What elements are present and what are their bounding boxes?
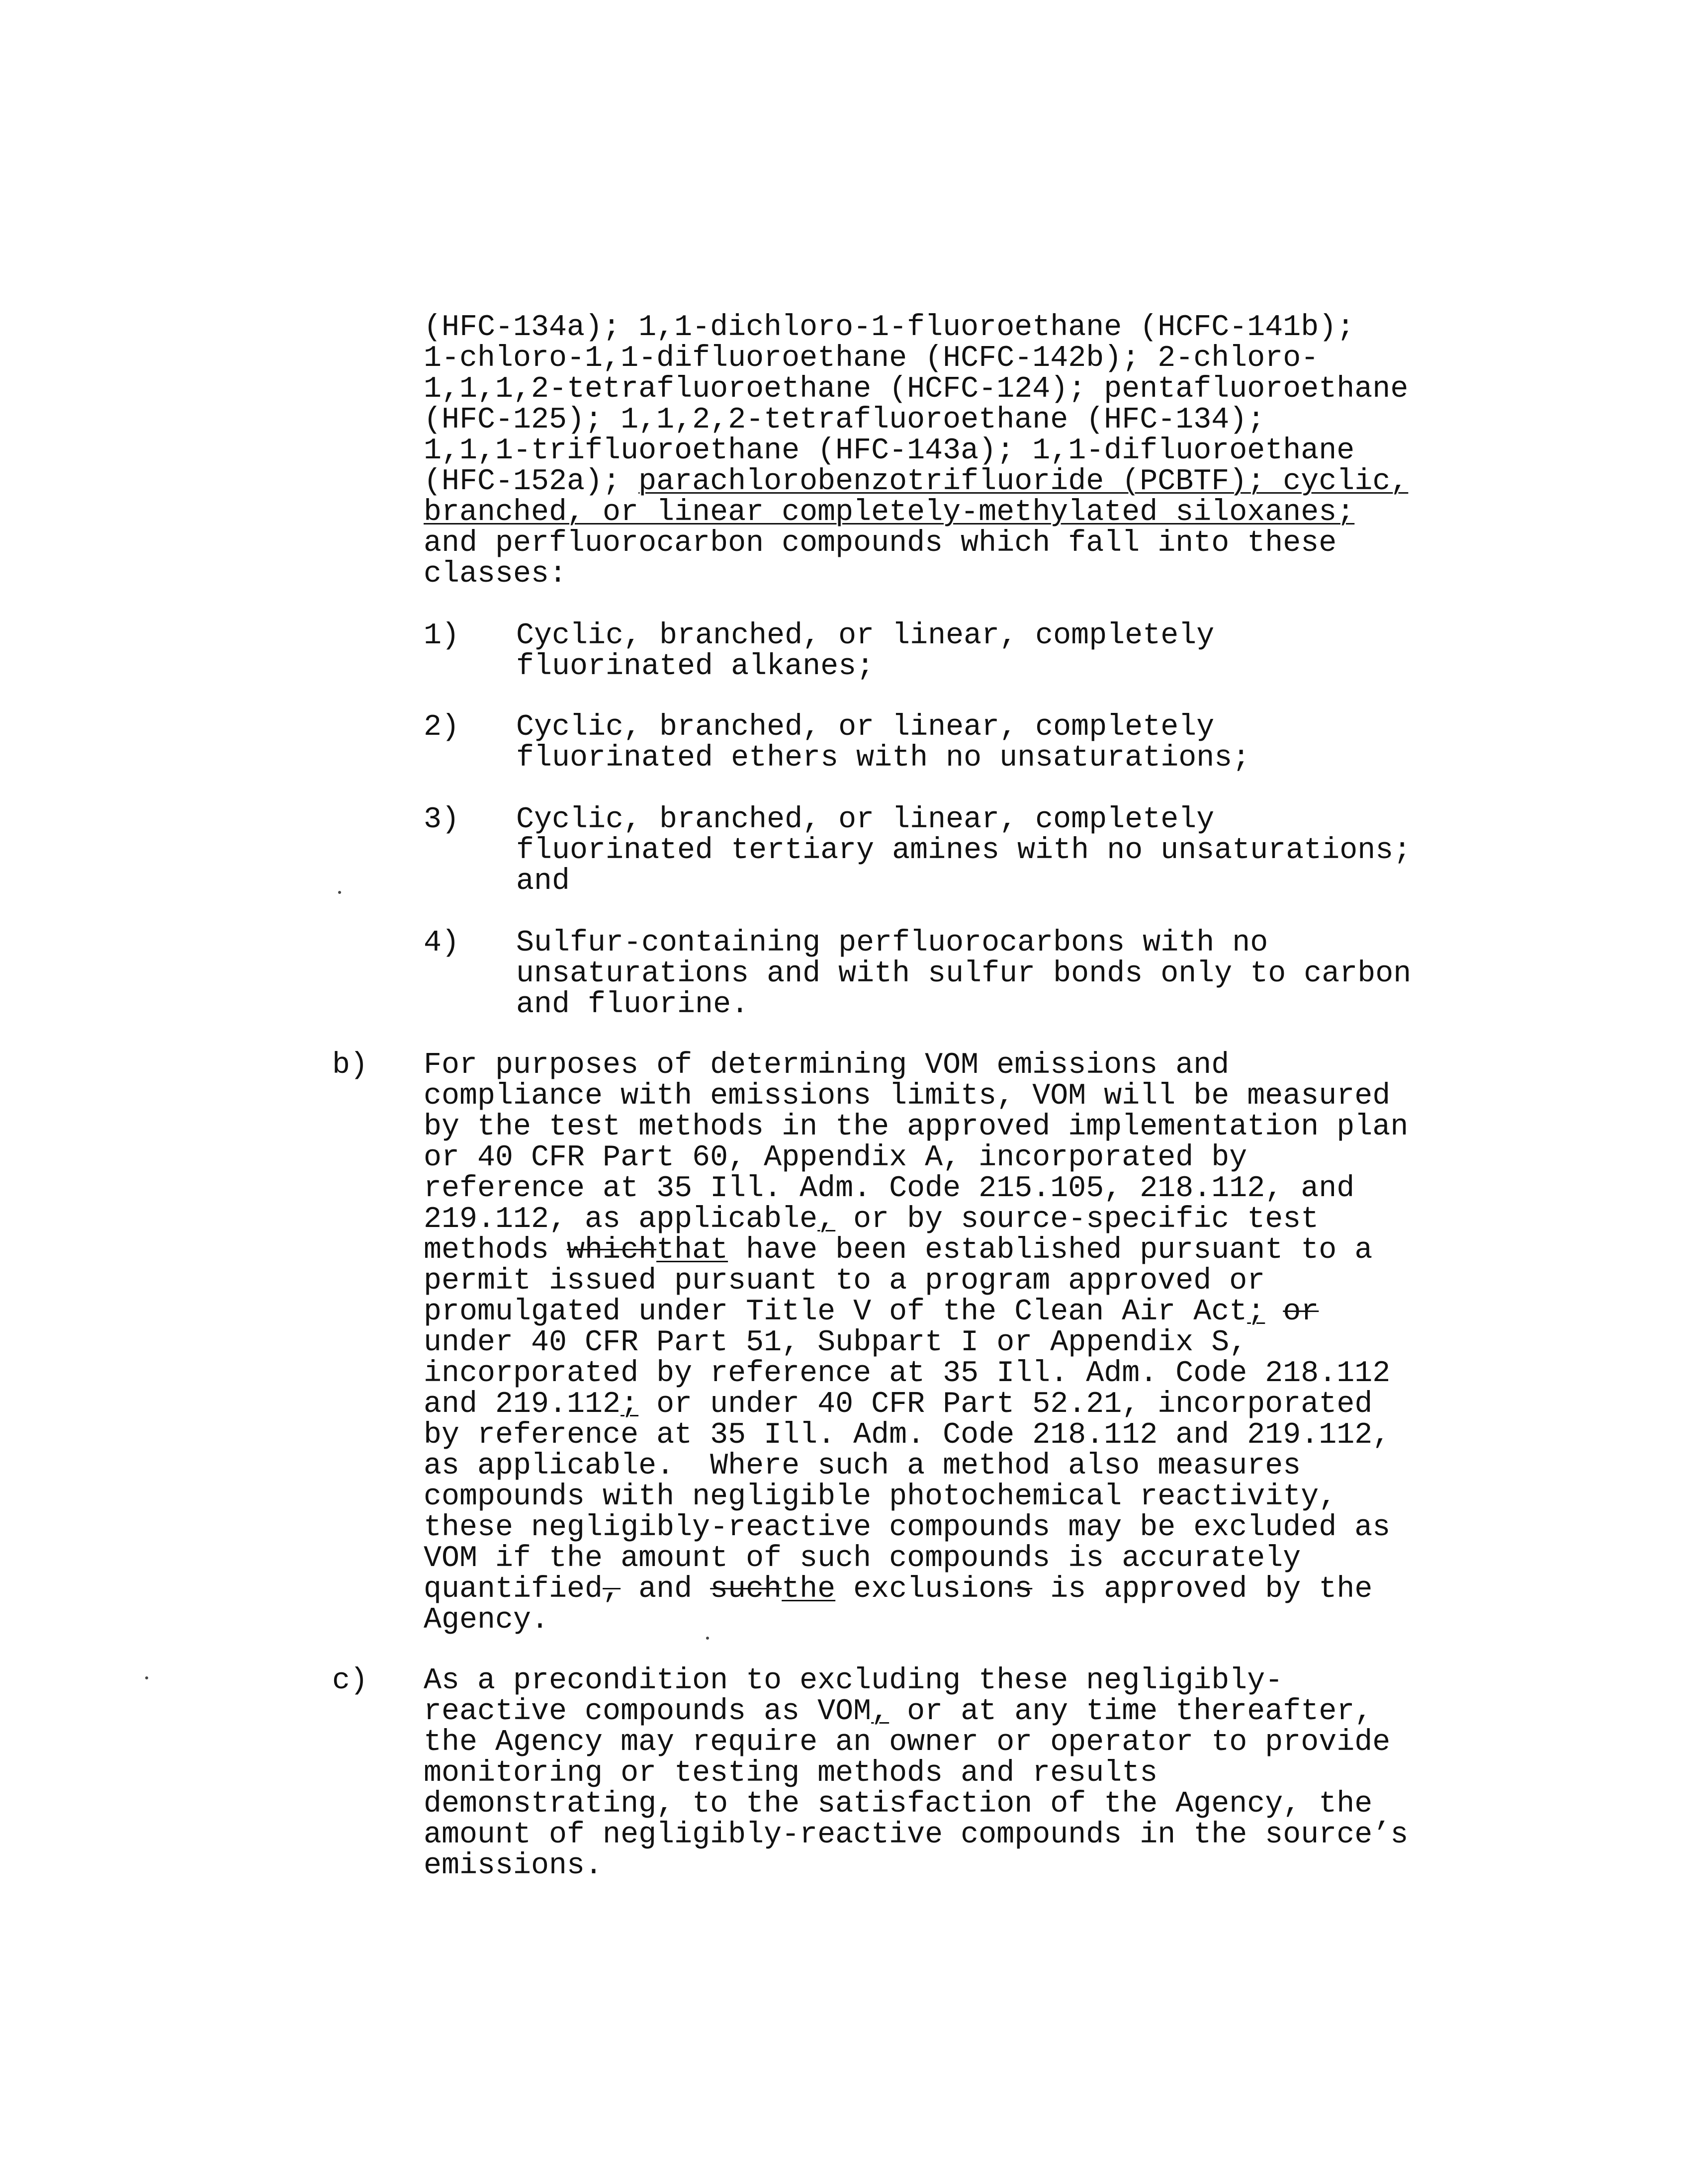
list-item-text: Cyclic, branched, or linear, completely fluorinated ethers with no unsaturations;: [516, 710, 1250, 775]
text-run: quantified: [424, 1572, 603, 1606]
text-run: exclusion: [835, 1572, 1015, 1606]
paragraph-label-b: b): [332, 1048, 368, 1082]
deleted-text: or: [1283, 1295, 1319, 1329]
paragraph-c: [424, 1665, 1408, 1881]
text-line: under 40 CFR Part 51, Subpart I or Appendix S,: [424, 1326, 1247, 1360]
text-line: reference at 35 Ill. Adm. Code 215.105, 218.112, and: [424, 1172, 1355, 1206]
inserted-text: branched, or linear completely-methylated siloxanes;: [424, 496, 1355, 529]
text-line: the Agency may require an owner or operator to provide: [424, 1726, 1391, 1759]
list-item-number: 4): [424, 926, 460, 960]
list-item-text: Sulfur-containing perfluorocarbons with no unsaturations and with sulfur bonds only to carbon and fluorine.: [516, 926, 1412, 1022]
text-run: [1265, 1295, 1283, 1329]
text-run: methods: [424, 1233, 567, 1267]
list-item-number: 1): [424, 619, 460, 653]
text-line: as applicable. Where such a method also measures: [424, 1449, 1301, 1483]
inserted-text: ;: [621, 1388, 639, 1421]
paragraph-label-c: c): [332, 1664, 368, 1698]
text-line: incorporated by reference at 35 Ill. Adm. Code 218.112: [424, 1357, 1391, 1391]
text-run: 219.112, as applicable: [424, 1203, 818, 1236]
paragraph-b: [424, 1050, 1408, 1636]
text-run: have been established pursuant to a: [728, 1233, 1373, 1267]
inserted-text: parachlorobenzotrifluoride (PCBTF); cyclic,: [638, 465, 1409, 499]
text-line: amount of negligibly-reactive compounds in the source’s: [424, 1818, 1409, 1852]
inserted-text: ,: [817, 1203, 836, 1236]
text-run: promulgated under Title V of the Clean Air Act: [424, 1295, 1247, 1329]
intro-line: and perfluorocarbon compounds which fall into these: [424, 526, 1337, 560]
intro-line: (HFC-152a);: [424, 465, 639, 499]
intro-line: classes:: [424, 557, 567, 591]
text-line: by reference at 35 Ill. Adm. Code 218.112 and 219.112,: [424, 1418, 1391, 1452]
text-line: Agency.: [424, 1603, 549, 1637]
text-run: or under 40 CFR Part 52.21, incorporated: [638, 1388, 1373, 1421]
intro-paragraph: [424, 312, 1408, 590]
text-line: VOM if the amount of such compounds is accurately: [424, 1542, 1301, 1575]
text-line: For purposes of determining VOM emissions and: [424, 1048, 1230, 1082]
intro-line: 1-chloro-1,1-difluoroethane (HCFC-142b); 2-chloro-: [424, 342, 1319, 375]
inserted-text: ;: [1247, 1295, 1265, 1329]
text-run: and 219.112: [424, 1388, 621, 1421]
intro-line: 1,1,1,2-tetrafluoroethane (HCFC-124); pentafluoroethane: [424, 372, 1409, 406]
inserted-text: that: [656, 1233, 728, 1267]
text-line: monitoring or testing methods and results: [424, 1756, 1158, 1790]
text-line: As a precondition to excluding these negligibly-: [424, 1664, 1283, 1698]
deleted-text: which: [567, 1233, 657, 1267]
intro-line: (HFC-125); 1,1,2,2-tetrafluoroethane (HFC-134);: [424, 403, 1265, 437]
scan-speck: [706, 1637, 709, 1640]
text-line: demonstrating, to the satisfaction of the Agency, the: [424, 1787, 1373, 1821]
text-run: and: [621, 1572, 711, 1606]
deleted-text: such: [710, 1572, 782, 1606]
text-run: reactive compounds as VOM: [424, 1695, 872, 1729]
intro-line: 1,1,1-trifluoroethane (HFC-143a); 1,1-difluoroethane: [424, 434, 1355, 468]
text-run: or at any time thereafter,: [889, 1695, 1373, 1729]
deleted-text: ,: [603, 1572, 621, 1606]
text-line: compliance with emissions limits, VOM will be measured: [424, 1079, 1391, 1113]
text-line: emissions.: [424, 1849, 603, 1883]
deleted-text: s: [1014, 1572, 1033, 1606]
text-line: or 40 CFR Part 60, Appendix A, incorporated by: [424, 1141, 1247, 1175]
inserted-text: the: [782, 1572, 836, 1606]
text-line: these negligibly-reactive compounds may be excluded as: [424, 1511, 1391, 1545]
inserted-text: ,: [871, 1695, 889, 1729]
list-item-number: 2): [424, 710, 460, 744]
scan-speck: [145, 1676, 148, 1679]
text-run: or by source-specific test: [835, 1203, 1319, 1236]
text-run: is approved by the: [1032, 1572, 1373, 1606]
text-line: permit issued pursuant to a program approved or: [424, 1264, 1265, 1298]
intro-line: (HFC-134a); 1,1-dichloro-1-fluoroethane (HCFC-141b);: [424, 311, 1355, 345]
text-line: compounds with negligible photochemical reactivity,: [424, 1480, 1337, 1514]
list-item-text: Cyclic, branched, or linear, completely fluorinated tertiary amines with no unsaturations; and: [516, 803, 1412, 898]
scan-speck: [338, 891, 341, 894]
list-item-number: 3): [424, 803, 460, 837]
list-item-text: Cyclic, branched, or linear, completely fluorinated alkanes;: [516, 619, 1215, 684]
text-line: by the test methods in the approved implementation plan: [424, 1110, 1409, 1144]
